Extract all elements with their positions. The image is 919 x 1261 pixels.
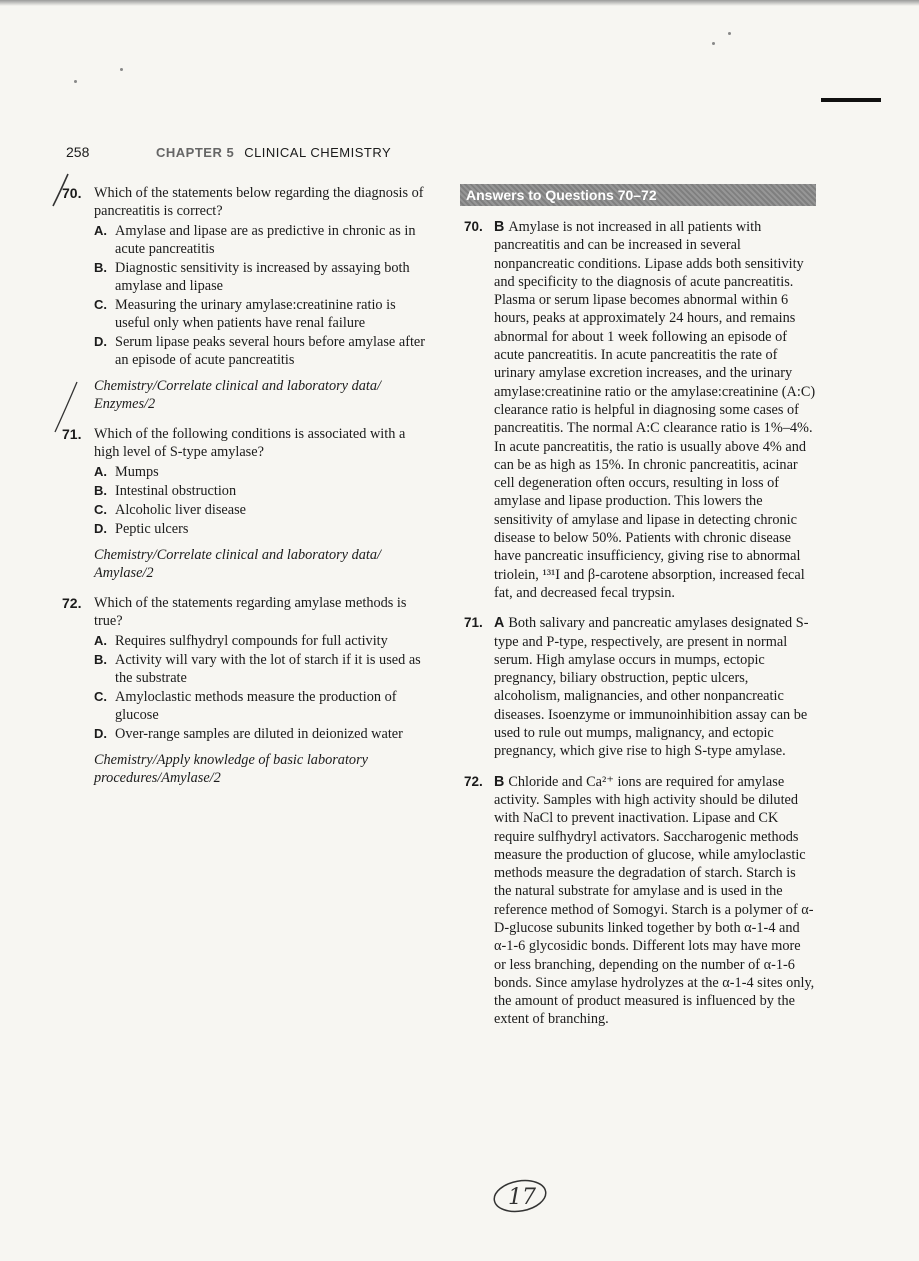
page-header: [66, 144, 392, 162]
option-text: Over-range samples are diluted in deionized water: [115, 726, 403, 742]
option-d: [94, 725, 434, 743]
handwritten-page-mark: 17: [508, 1185, 536, 1210]
answer-explanation: Both salivary and pancreatic amylases designated S-type and P-type, respectively, are present in normal serum. High amylase occurs in mumps, ectopic pregnancy, biliary obstruction, peptic ulcers, alcoholism, malignancies, and other nonpancreatic diseases. Isoenzyme or immunoinhibition assay can be used to rule out mumps, malignancy, and ectopic pregnancy, which give rise to high S-type amylase.: [494, 615, 809, 760]
option-c: [94, 688, 434, 724]
answer-72: [460, 773, 816, 1029]
answers-banner: Answers to Questions 70–72: [460, 184, 816, 206]
question-stem: Which of the statements regarding amylase methods is true?: [94, 595, 407, 629]
answer-key: A: [494, 615, 505, 632]
option-letter: D.: [94, 334, 107, 349]
option-text: Alcoholic liver disease: [115, 502, 247, 518]
question-category: Chemistry/Correlate clinical and laboratory data/ Enzymes/2: [94, 378, 381, 412]
option-letter: A.: [94, 464, 107, 479]
option-c: [94, 296, 434, 332]
option-letter: C.: [94, 297, 107, 312]
answer-number: 70.: [464, 219, 483, 234]
option-text: Amylase and lipase are as predictive in chronic as in acute pancreatitis: [115, 223, 416, 257]
scan-edge-shadow: [0, 0, 919, 6]
question-stem: Which of the following conditions is associated with a high level of S-type amylase?: [94, 426, 406, 460]
question-category: Chemistry/Apply knowledge of basic laboratory procedures/Amylase/2: [94, 752, 368, 786]
answer-number: 71.: [464, 615, 483, 631]
question-number: 71.: [62, 426, 82, 442]
option-a: [94, 222, 434, 258]
questions-column: [62, 184, 434, 799]
option-b: [94, 482, 434, 500]
chapter-title: CLINICAL CHEMISTRY: [244, 145, 392, 160]
option-a: [94, 632, 434, 650]
option-text: Intestinal obstruction: [115, 483, 237, 499]
option-letter: B.: [94, 652, 107, 667]
question-category: Chemistry/Correlate clinical and laboratory data/ Amylase/2: [94, 547, 381, 581]
option-d: [94, 520, 434, 538]
handwritten-page-mark-icon: [490, 1176, 550, 1216]
question-70: [62, 184, 434, 413]
question-number: 70.: [62, 185, 82, 201]
option-letter: A.: [94, 633, 107, 648]
question-number: 72.: [62, 595, 82, 611]
answer-key: B: [494, 773, 505, 790]
option-text: Measuring the urinary amylase:creatinine ratio is useful only when patients have renal failure: [115, 297, 396, 331]
answer-70: [460, 218, 816, 602]
answer-explanation: Amylase is not increased in all patients with pancreatitis and can be increased in several nonpancreatic conditions. Lipase adds both sensitivity and specificity to the diagnosis of acute pancreatitis. Plasma or serum lipase becomes abnormal within 6 hours, peaks at approximately 24 hours, and remains abnormal for about 1 week following an episode of acute pancreatitis. In acute pancreatitis the rate of urinary amylase excretion increases, and the urinary amylase:creatinine ratio or the amylase:creatinine (A:C) clearance ratio is helpful in diagnosing some cases of pancreatitis. The normal A:C clearance ratio is 1%–4%. In acute pancreatitis, the ratio is usually above 4% and can be as high as 15%. In chronic pancreatitis, acinar cell degeneration often occurs, resulting in loss of amylase and lipase production. This lowers the sensitivity of amylase and lipase in detecting chronic disease to below 50%. Patients with chronic disease have pancreatic insufficiency, giving rise to abnormal triolein, ¹³¹I and β-carotene absorption, increased fecal fat, and decreased fecal trypsin.: [494, 219, 816, 601]
scan-speck: [728, 32, 731, 35]
option-a: [94, 463, 434, 481]
question-71: [62, 425, 434, 582]
option-text: Diagnostic sensitivity is increased by assaying both amylase and lipase: [115, 260, 410, 294]
chapter-heading: [156, 145, 416, 160]
answers-column: [460, 184, 816, 1041]
option-b: [94, 259, 434, 295]
scan-artifact-mark: [821, 98, 881, 102]
option-text: Peptic ulcers: [115, 521, 189, 537]
page-number: 258: [66, 144, 90, 160]
option-text: Serum lipase peaks several hours before amylase after an episode of acute pancreatitis: [115, 334, 426, 368]
answer-number: 72.: [464, 773, 483, 789]
option-letter: C.: [94, 689, 107, 704]
option-letter: D.: [94, 521, 107, 536]
option-letter: C.: [94, 502, 107, 517]
option-letter: A.: [94, 223, 107, 238]
answer-key: B: [494, 219, 505, 235]
option-letter: B.: [94, 260, 107, 275]
answer-71: [460, 614, 816, 760]
scan-speck: [120, 68, 123, 71]
option-c: [94, 501, 434, 519]
answer-explanation: Chloride and Ca²⁺ ions are required for amylase activity. Samples with high activity should be diluted with NaCl to prevent inactivation. Lipase and CK require sulfhydryl activators. Saccharogenic methods measure the production of glucose, while amyloclastic methods measure the degradation of starch. Starch is the natural substrate for amylase and is used in the reference method of Somogyi. Starch is a polymer of α-D-glucose subunits linked together by both α-1-4 and α-1-6 glycosidic bonds. Different lots may have more or less branching, depending on the number of α-1-6 bonds. Since amylase hydrolyzes at the α-1-4 sites only, the amount of product measured is influenced by the extent of branching.: [494, 773, 815, 1028]
option-letter: B.: [94, 483, 107, 498]
option-b: [94, 651, 434, 687]
option-text: Requires sulfhydryl compounds for full activity: [115, 633, 388, 649]
option-text: Amyloclastic methods measure the production of glucose: [115, 689, 397, 723]
question-stem: Which of the statements below regarding the diagnosis of pancreatitis is correct?: [94, 185, 424, 219]
scan-speck: [74, 80, 77, 83]
option-d: [94, 333, 434, 369]
option-letter: D.: [94, 726, 107, 741]
question-72: [62, 594, 434, 787]
chapter-tag: CHAPTER 5: [156, 145, 235, 160]
option-text: Activity will vary with the lot of starch if it is used as the substrate: [115, 652, 421, 686]
scan-speck: [712, 42, 715, 45]
option-text: Mumps: [115, 464, 159, 480]
